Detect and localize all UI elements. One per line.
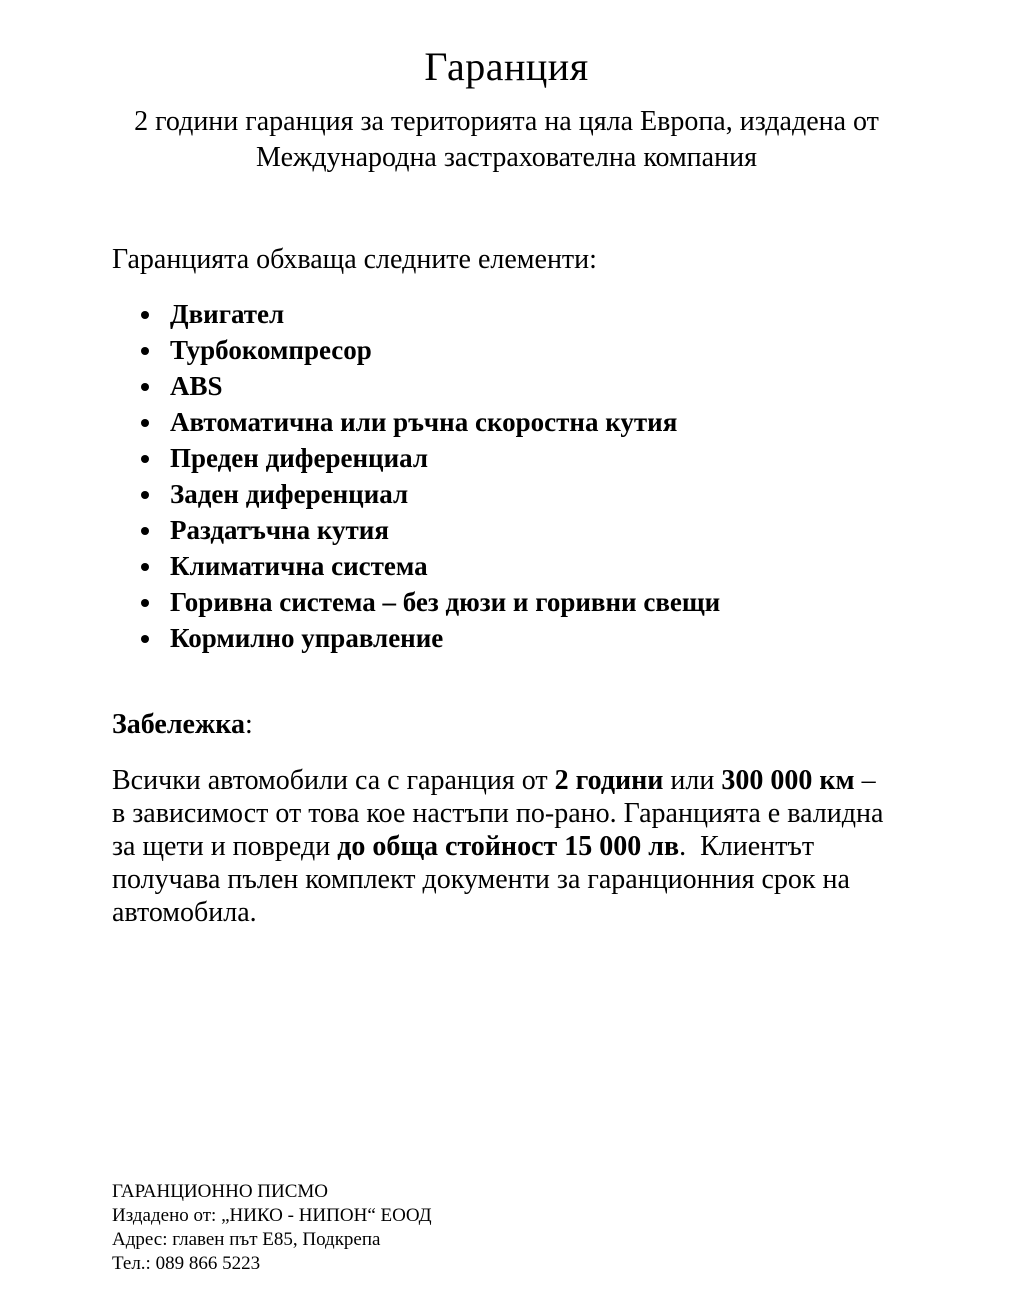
note-text-segment: Всички автомобили са с гаранция от bbox=[112, 764, 555, 796]
document-subtitle: 2 години гаранция за територията на цяла Европа, издадена от Международна застрахователна компания bbox=[134, 106, 879, 174]
note-text-segment-bold: 300 000 км bbox=[721, 764, 855, 796]
footer-issued-by: Издадено от: „НИКО - НИПОН“ ЕООД bbox=[112, 1205, 432, 1226]
note-heading-word: Забележка bbox=[112, 709, 245, 741]
list-item: • Раздатъчна кутия bbox=[164, 512, 901, 548]
note-text-segment: – в зависимост от това кое настъпи по-рано. Гаранцията е валидна за щети и повреди bbox=[112, 764, 884, 862]
note-text-segment: . Клиентът получава пълен комплект документи за гаранционния срок на автомобила. bbox=[112, 830, 850, 928]
footer-warranty-letter-label: ГАРАНЦИОННО ПИСМО bbox=[112, 1181, 329, 1202]
coverage-intro-text: Гаранцията обхваща следните елементи: bbox=[112, 243, 597, 275]
list-item: • ABS bbox=[164, 368, 901, 404]
list-item: • Горивна система – без дюзи и горивни свещи bbox=[164, 584, 901, 620]
list-item: • Климатична система bbox=[164, 548, 901, 584]
list-item: • Заден диференциал bbox=[164, 476, 901, 512]
footer-block bbox=[112, 1180, 432, 1276]
list-item: • Преден диференциал bbox=[164, 440, 901, 476]
footer-phone: Тел.: 089 866 5223 bbox=[112, 1253, 261, 1274]
footer-address: Адрес: главен път Е85, Подкрепа bbox=[112, 1229, 381, 1250]
note-heading-colon: : bbox=[245, 709, 253, 741]
list-item: • Турбокомпресор bbox=[164, 332, 901, 368]
list-item: • Двигател bbox=[164, 296, 901, 332]
note-text-segment: или bbox=[663, 764, 722, 796]
coverage-list bbox=[112, 296, 901, 656]
list-item: • Автоматична или ръчна скоростна кутия bbox=[164, 404, 901, 440]
document-title: Гаранция bbox=[424, 44, 589, 89]
note-text-segment-bold: 2 години bbox=[554, 764, 664, 796]
note-text-segment-bold: до обща стойност 15 000 лв bbox=[337, 830, 680, 862]
list-item: • Кормилно управление bbox=[164, 620, 901, 656]
note-heading bbox=[112, 708, 901, 742]
note-paragraph bbox=[112, 764, 894, 929]
